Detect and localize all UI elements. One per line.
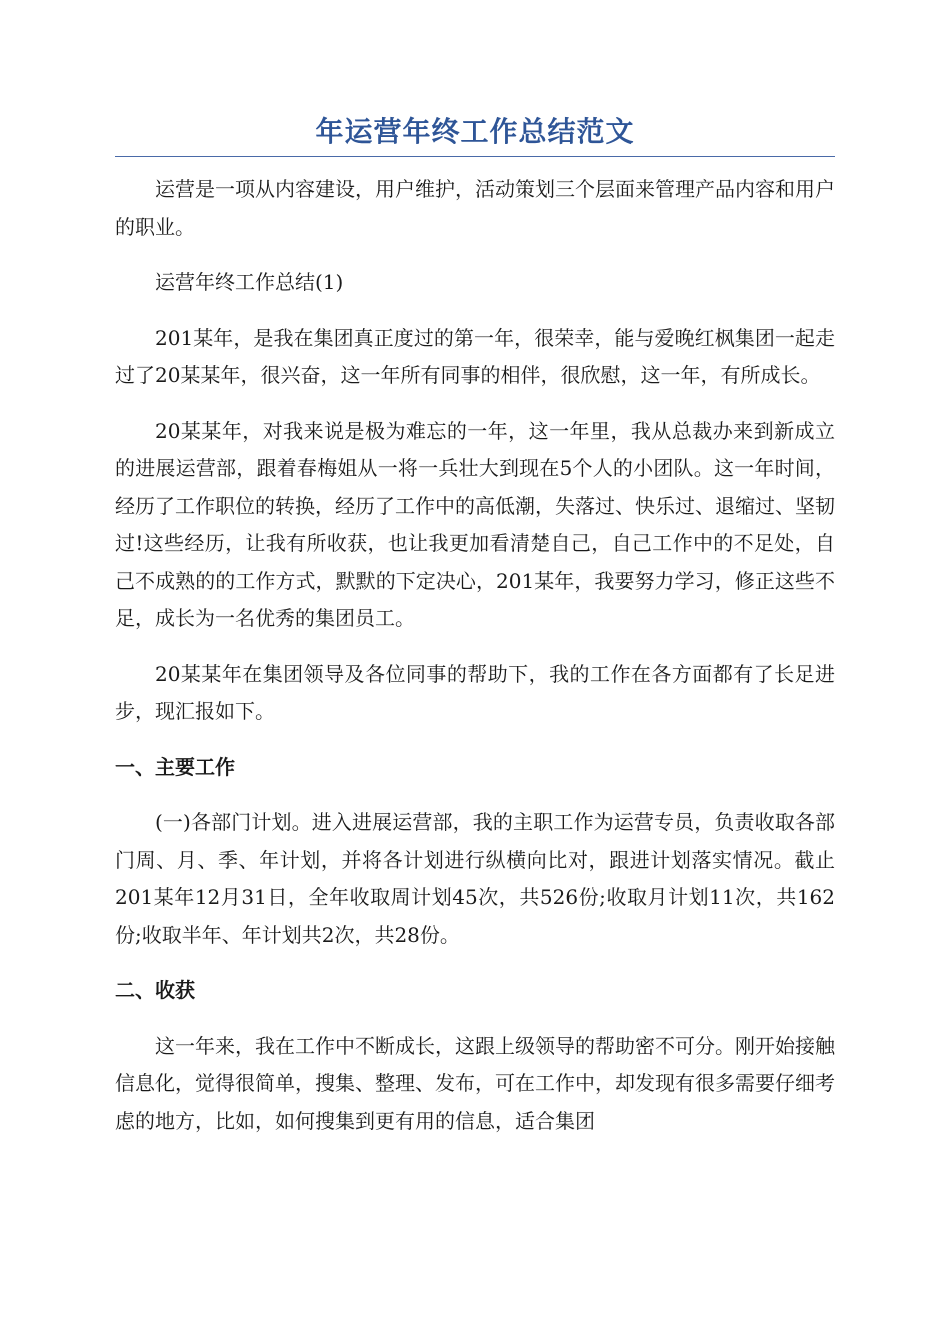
body-paragraph: 20某某年在集团领导及各位同事的帮助下，我的工作在各方面都有了长足进步，现汇报如下。: [115, 661, 835, 723]
document-page: [115, 110, 835, 1158]
body-paragraph: 20某某年，对我来说是极为难忘的一年，这一年里，我从总裁办来到新成立的进展运营部，跟着春梅姐从一将一兵壮大到现在5个人的小团队。这一年时间，经历了工作职位的转换，经历了工作中的高低潮，失落过、快乐过、退缩过、坚韧过!这些经历，让我有所收获，也让我更加看清楚自己，自己工作中的不足处，自己不成熟的的工作方式，默默的下定决心，201某年，我要努力学习，修正这些不足，成长为一名优秀的集团员工。: [115, 418, 835, 630]
document-title: 年运营年终工作总结范文: [115, 110, 835, 157]
intro-paragraph: 运营是一项从内容建设，用户维护，活动策划三个层面来管理产品内容和用户的职业。: [115, 177, 835, 239]
document-body: [115, 171, 835, 1140]
section-subtitle: 运营年终工作总结(1): [155, 270, 344, 294]
body-paragraph: 这一年来，我在工作中不断成长，这跟上级领导的帮助密不可分。刚开始接触信息化，觉得很简单，搜集、整理、发布，可在工作中，却发现有很多需要仔细考虑的地方，比如，如何搜集到更有用的信息，适合集团: [115, 1033, 835, 1133]
section-heading-main-work: 一、主要工作: [115, 754, 235, 779]
body-paragraph: (一)各部门计划。进入进展运营部，我的主职工作为运营专员，负责收取各部门周、月、季、年计划，并将各计划进行纵横向比对，跟进计划落实情况。截止201某年12月31日，全年收取周计划45次，共526份;收取月计划11次，共162份;收取半年、年计划共2次，共28份。: [115, 810, 835, 947]
body-paragraph: 201某年，是我在集团真正度过的第一年，很荣幸，能与爱晚红枫集团一起走过了20某某年，很兴奋，这一年所有同事的相伴，很欣慰，这一年，有所成长。: [115, 325, 835, 387]
section-heading-gains: 二、收获: [115, 978, 195, 1002]
